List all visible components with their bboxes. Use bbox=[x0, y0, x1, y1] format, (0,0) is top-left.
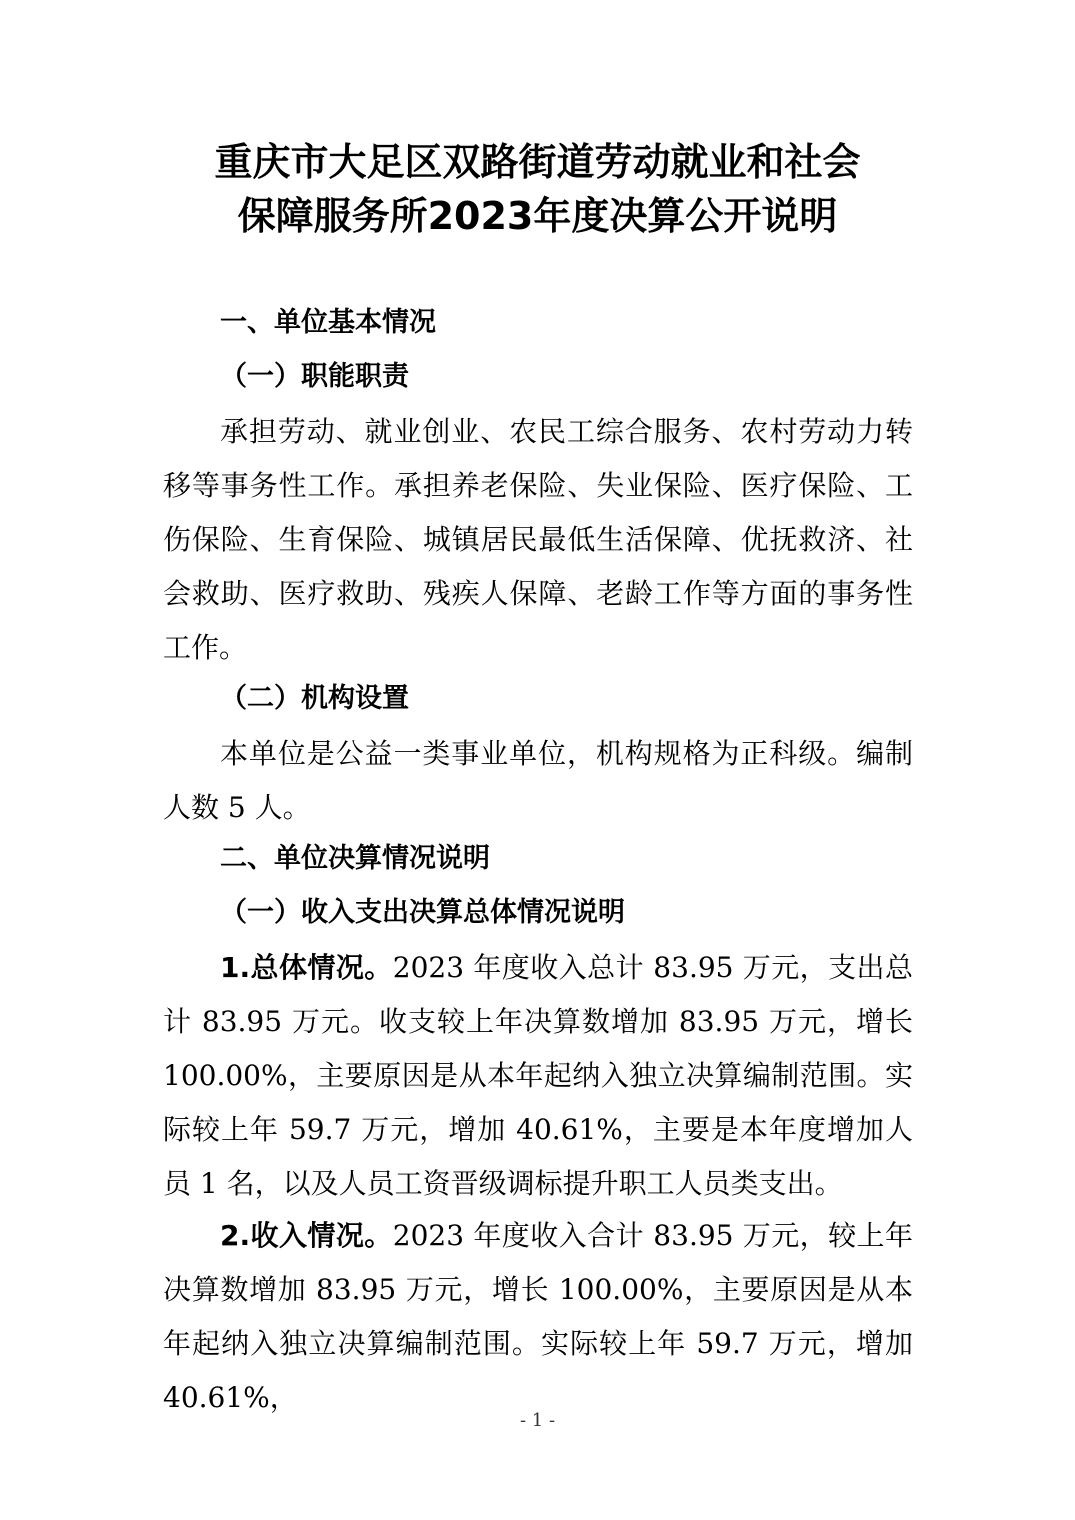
section2-item2 bbox=[163, 1209, 913, 1425]
section1-heading: 一、单位基本情况 bbox=[220, 307, 436, 338]
item1-text: 2023 年度收入总计 83.95 万元，支出总计 83.95 万元。收支较上年决算数增加 83.95 万元，增长 100.00%，主要原因是从本年起纳入独立决算编制范围。实际较上年 59.7 万元，增加 40.61%，主要是本年度增加人员 1 名，以及人员工资晋级调标提升职工人员类支出。 bbox=[163, 951, 913, 1200]
section1-sub1-text: 承担劳动、就业创业、农民工综合服务、农村劳动力转移等事务性工作。承担养老保险、失业保险、医疗保险、工伤保险、生育保险、城镇居民最低生活保障、优抚救济、社会救助、医疗救助、残疾人保障、老龄工作等方面的事务性工作。 bbox=[163, 415, 913, 664]
document-title-line1: 重庆市大足区双路街道劳动就业和社会 bbox=[214, 140, 861, 184]
section2-sub1-heading: （一）收入支出决算总体情况说明 bbox=[220, 897, 625, 928]
item2-text: 2023 年度收入合计 83.95 万元，较上年决算数增加 83.95 万元，增长 100.00%，主要原因是从本年起纳入独立决算编制范围。实际较上年 59.7 万元，增加 40.61%， bbox=[163, 1219, 913, 1414]
document-title-line2: 保障服务所2023年度决算公开说明 bbox=[237, 194, 838, 238]
item1-lead: 1.总体情况。 bbox=[220, 951, 393, 984]
section1-sub2-text: 本单位是公益一类事业单位，机构规格为正科级。编制人数 5 人。 bbox=[163, 737, 913, 824]
section1-sub2-heading: （二）机构设置 bbox=[220, 683, 409, 714]
section1-sub1-heading: （一）职能职责 bbox=[220, 361, 409, 392]
section2-heading: 二、单位决算情况说明 bbox=[220, 843, 490, 874]
item2-lead: 2.收入情况。 bbox=[220, 1219, 393, 1252]
section2-item1 bbox=[163, 941, 913, 1211]
page-number: - 1 - bbox=[519, 1410, 556, 1431]
